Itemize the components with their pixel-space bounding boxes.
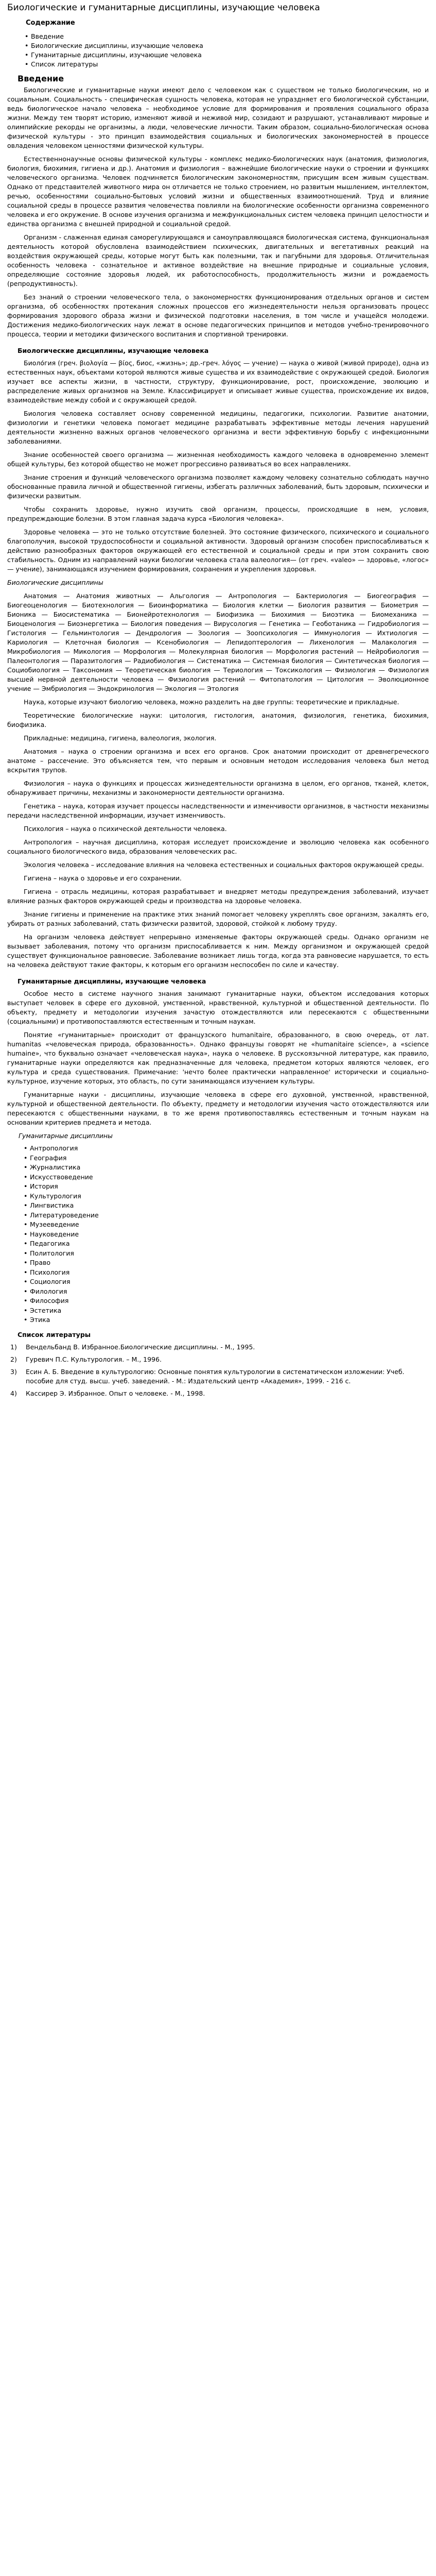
hum-paragraph: Особое место в системе научного знания занимают гуманитарные науки, объектом исследования которых выступает человек в сфере его духовной, умственной, нравственной, культурной и общественной деятельности. По объекту, предмету и методологии изучения зачастую отождествляются или пересекаются с общественными (социальными) и противопоставляются естественным и точным наукам.	[7, 990, 429, 1025]
reference-number: 3)	[10, 1367, 17, 1376]
page-title: Биологические и гуманитарные дисциплины, изучающие человека	[7, 3, 320, 13]
intro-paragraph: Без знаний о строении человеческого тела, о закономерностях функционирования отдельных органов и систем организма, об особенностях протекания сложных процессов его жизнедеятельности нельзя организовать процесс формирования здорового образа жизни и физической подготовки населения, в том числе и учащейся молодежи. Достижения медико-биологических наук лежат в основе педагогических принципов и методов учебно-тренировочного процесса, теории и методики физического воспитания и спортивной тренировки.	[7, 293, 429, 338]
list-item: • Право	[30, 1258, 429, 1268]
list-item: • Эстетика	[30, 1306, 429, 1316]
list-item: • Искусствоведение	[30, 1173, 429, 1182]
list-item: • Лингвистика	[30, 1201, 429, 1211]
bio-paragraph: Экология человека – исследование влияния на человека естественных и социальных факторов окружающей среды.	[24, 861, 424, 869]
list-item: • История	[30, 1182, 429, 1192]
list-item: • Психология	[30, 1268, 429, 1278]
hum-paragraph: Понятие «гуманитарные» происходит от французского humanitaire, образованного, в свою очередь, от лат. humanitas «человеческая природа, образованность». Однако французы говорят не «humanitaire science», а «science humaine», что буквально означает «человеческая наука», наука о человеке. В русскоязычной литературе, как правило, гуманитарные науки определяются как предназначенные для человека, предметом которых являются человек, его культура и среда существования. Примечание: 'нечто более практически направленное' исторически и социально-культурное, изучение которых, это область, по сути занимающаяся изучением культуры.	[7, 1031, 429, 1085]
list-item: • География	[30, 1154, 429, 1163]
bio-paragraph: Наука, которые изучают биологию человека, можно разделить на две группы: теоретические и прикладные.	[24, 698, 399, 706]
bio-paragraph: Психология – наука о психической деятельности человека.	[24, 825, 227, 833]
reference-number: 1)	[10, 1343, 17, 1351]
references-list	[7, 1343, 429, 1398]
toc-item-refs: • Список литературы	[31, 60, 429, 69]
bio-paragraph: На организм человека действует непрерывно изменяемые факторы окружающей среды. Однако организм не вызывает заболевания, потому что организм приспосабливается к ним. Между организмом и окружающей средой существует функциональное равновесие. Заболевание возникает лишь тогда, когда эта равновесие нарушается, то есть на человека действуют такие факторы, к которым его организм неспособен по силе и качеству.	[7, 933, 429, 969]
intro-paragraph: Организм - слаженная единая саморегулирующаяся и самоуправляющаяся биологическая система, функциональная деятельность которой обусловлена взаимодействием психических, двигательных и вегетативных реакций на воздействия окружающей среды, которые могут быть как полезными, так и пагубными для здоровья. Отличительная особенность человека - сознательное и активное воздействие на внешние природные и социальные условия, определяющие состояние здоровья людей, их работоспособность, продолжительность жизни и рождаемость (репродуктивность).	[7, 233, 429, 287]
bio-paragraph: Знание особенностей своего организма — жизненная необходимость каждого человека в одновременно элемент общей культуры, без которой общество не может прогрессивно развиваться во всех направлениях.	[7, 451, 429, 468]
bio-paragraph: Биоло́гия (греч. βιολογία — βίος, биос, «жизнь»; др.-греч. λόγος — учение) — наука о живой (живой природе), одна из естественных наук, объектами которой являются живые существа и их взаимодействие с окружающей средой. Биология изучает все аспекты жизни, в частности, структуру, функционирование, рост, происхождение, эволюцию и распределение живых организмов на Земле. Классифицирует и описывает живые существа, происхождение их видов, взаимодействие между собой и с окружающей средой.	[7, 359, 429, 404]
bio-heading: Биологические дисциплины, изучающие человека	[18, 347, 209, 354]
bio-paragraph: Чтобы сохранить здоровье, нужно изучить свой организм, процессы, происходящие в нем, условия, предупреждающие болезни. В этом главная задача курса «Биология человека».	[7, 505, 429, 522]
bio-disciplines-label: Биологические дисциплины	[7, 579, 103, 586]
list-item: • Культурология	[30, 1192, 429, 1201]
reference-item	[7, 1367, 429, 1386]
bio-paragraph: Биология человека составляет основу современной медицины, педагогики, психологии. Развитие анатомии, физиологии и генетики человека помогает медицине разрабатывать эффективные методы лечения нарушений деятельности жизненно важных органов человеческого организма и вести эффективную борьбу с инфекционными заболеваниями.	[7, 410, 429, 445]
list-item: • Философия	[30, 1296, 429, 1306]
list-item: • Этика	[30, 1315, 429, 1325]
refs-heading: Список литературы	[18, 1330, 91, 1338]
reference-text: Есин А. Б. Введение в культурологию: Основные понятия культурологии в систематическом изложении: Учеб. пособие для студ. высш. учеб. заведений. - М.: Издательский центр «Академия», 1999. - 216 с.	[26, 1367, 405, 1385]
list-item: • Музееведение	[30, 1220, 429, 1230]
reference-number: 2)	[10, 1355, 17, 1363]
toc-item-intro: • Введение	[31, 32, 429, 41]
hum-list-heading: Гуманитарные дисциплины	[19, 1132, 113, 1140]
reference-text: Кассирер Э. Избранное. Опыт о человеке. - М., 1998.	[26, 1389, 205, 1397]
bio-paragraph: Знание гигиены и применение на практике этих знаний помогает человеку укреплять свое организм, закалять его, убирать от разных заболеваний, стать физически развитой, здоровой, стойкой к любому труду.	[7, 910, 429, 927]
list-item: • Науковедение	[30, 1230, 429, 1240]
list-item: • Литературоведение	[30, 1211, 429, 1221]
toc-item-bio: • Биологические дисциплины, изучающие человека	[31, 41, 429, 50]
reference-text: Гуревич П.С. Культурология. – М., 1996.	[26, 1355, 162, 1363]
bio-disciplines-list: Анатомия — Анатомия животных — Альгология — Антропология — Бактериология — Биогеография — Биогеоценология — Биотехнология — Биоинформатика — Биология клетки — Биология развития — Биометрия — Бионика — Биосистематика — Бионейротехнология — Биофизика — Биохимия — Биоэтика — Биомеханика — Биоценология — Биоэнергетика — Биология поведения — Вирусология — Генетика — Геоботаника — Гидробиология — Гистология — Гельминтология — Дендрология — Зоология — Зоопсихология — Иммунология — Ихтиология — Кариология — Клеточная биология — Ксенобиология — Лепидоптерология — Лихенология — Малакология — Микробиология — Микология — Морфология — Молекулярная биология — Морфология растений — Нейробиология — Палеонтология — Паразитология — Радиобиология — Систематика — Системная биология — Синтетическая биология — Социобиология — Таксономия — Теоретическая биология — Териология — Токсикология — Физиология — Физиология высшей нервной деятельности человека — Физиология растений — Фитопатология — Цитология — Эволюционное учение — Эмбриология — Эндокринология — Экология — Этология	[7, 592, 429, 692]
intro-paragraph: Биологические и гуманитарные науки имеют дело с человеком как с существом не только биологическим, но и социальным. Социальность - специфическая сущность человека, которая не упраздняет его биологической субстанции, ведь биологическое начало человека – необходимое условие для формирования и проявления социального образа жизни. Между тем творят историю, изменяют живой и неживой мир, созидают и разрушают, устанавливают мировые и олимпийские рекорды не организмы, а люди, человеческие личности. Таким образом, социально-биологическая основа физической культуры - это принцип взаимодействия социальных и биологических закономерностей в процессе овладения человеком ценностями физической культуры.	[7, 86, 429, 149]
hum-paragraph: Гуманитарные науки - дисциплины, изучающие человека в сфере его духовной, умственной, нравственной, культурной и общественной деятельности. По объекту, предмету и методологии изучения часто отождествляются или пересекаются с общественными науками, в то же время противопоставляясь естественным и точным наукам на основании критериев предмета и метода.	[7, 1091, 429, 1126]
toc-heading: Содержание	[26, 19, 75, 27]
bio-paragraph: Знание строения и функций человеческого организма позволяет каждому человеку сознательно соблюдать научно обоснованные правила личной и общественной гигиены, избегать различных заболеваний, быть здоровым, психически и физически развитым.	[7, 473, 429, 500]
bio-paragraph: Теоретические биологические науки: цитология, гистология, анатомия, физиология, генетика, биохимия, биофизика.	[7, 711, 429, 728]
reference-item	[7, 1355, 429, 1364]
hum-heading: Гуманитарные дисциплины, изучающие человека	[18, 977, 206, 985]
intro-heading: Введение	[18, 74, 64, 83]
list-item: • Политология	[30, 1249, 429, 1259]
bio-paragraph: Генетика – наука, которая изучает процессы наследственности и изменчивости организмов, в частности механизмы передачи наследственной информации, изучает изменчивость.	[7, 802, 429, 819]
bio-paragraph: Гигиена – наука о здоровье и его сохранении.	[24, 874, 182, 882]
reference-number: 4)	[10, 1389, 17, 1397]
list-item: • Социология	[30, 1277, 429, 1287]
bio-paragraph: Антропология – научная дисциплина, которая исследует происхождение и эволюцию человека как особенного социального биологического вида, образования человеческих рас.	[7, 838, 429, 855]
list-item: • Филология	[30, 1287, 429, 1297]
bio-paragraph: Физиология – наука о функциях и процессах жизнедеятельности организма в целом, его органов, тканей, клеток, обнаруживает причины, механизмы и закономерности деятельности организма.	[7, 779, 429, 796]
intro-paragraph: Естественнонаучные основы физической культуры - комплекс медико-биологических наук (анатомия, физиология, биология, биохимия, гигиена и др.). Анатомия и физиология – важнейшие биологические науки о строении и функциях человеческого организма. Человек подчиняется биологическим закономерностям, присущим всем живым существам. Однако от представителей животного мира он отличается не только строением, но развитым мышлением, интеллектом, речью, особенностями социально-бытовых условий жизни и общественных взаимоотношений. Труд и влияние социальной среды в процессе развития человечества повлияли на биологические особенности организма современного человека и его окружение. В основе изучения организма и межфункциональных систем человека принцип целостности и единства организма с внешней природной и социальной средой.	[7, 155, 429, 228]
reference-item	[7, 1389, 429, 1398]
bio-paragraph: Прикладные: медицина, гигиена, валеология, экология.	[24, 734, 217, 742]
toc-item-hum: • Гуманитарные дисциплины, изучающие человека	[31, 50, 429, 60]
reference-text: Вендельбанд В. Избранное.Биологические дисциплины. - М., 1995.	[26, 1343, 255, 1351]
humanities-list	[7, 1144, 429, 1325]
list-item: • Журналистика	[30, 1163, 429, 1173]
bio-paragraph: Анатомия – наука о строении организма и всех его органов. Срок анатомии происходит от древнегреческого анатоме – рассечение. Это объясняется тем, что первым и основным методом исследования человека был метод вскрытия трупов.	[7, 748, 429, 774]
bio-paragraph: Гигиена – отрасль медицины, которая разрабатывает и внедряет методы предупреждения заболеваний, изучает влияние разных факторов окружающей среды и производства на здоровье человека.	[7, 888, 429, 905]
list-item: • Педагогика	[30, 1239, 429, 1249]
reference-item	[7, 1343, 429, 1352]
bio-paragraph: Здоровье человека — это не только отсутствие болезней. Это состояние физического, психического и социального благополучия, высокой трудоспособности и социальной активности. Здоровый организм способен приспосабливаться к действию разнообразных факторов окружающей его естественной и социальной среды и при этом сохранить свою стабильность. Одним из направлений науки биологии человека стала валеология— (от греч. «valeo» — здоровье, «логос» — учение), занимающаяся изучением формирования, сохранения и укрепления здоровья.	[7, 528, 429, 573]
table-of-contents	[7, 32, 429, 69]
list-item: • Антропология	[30, 1144, 429, 1154]
